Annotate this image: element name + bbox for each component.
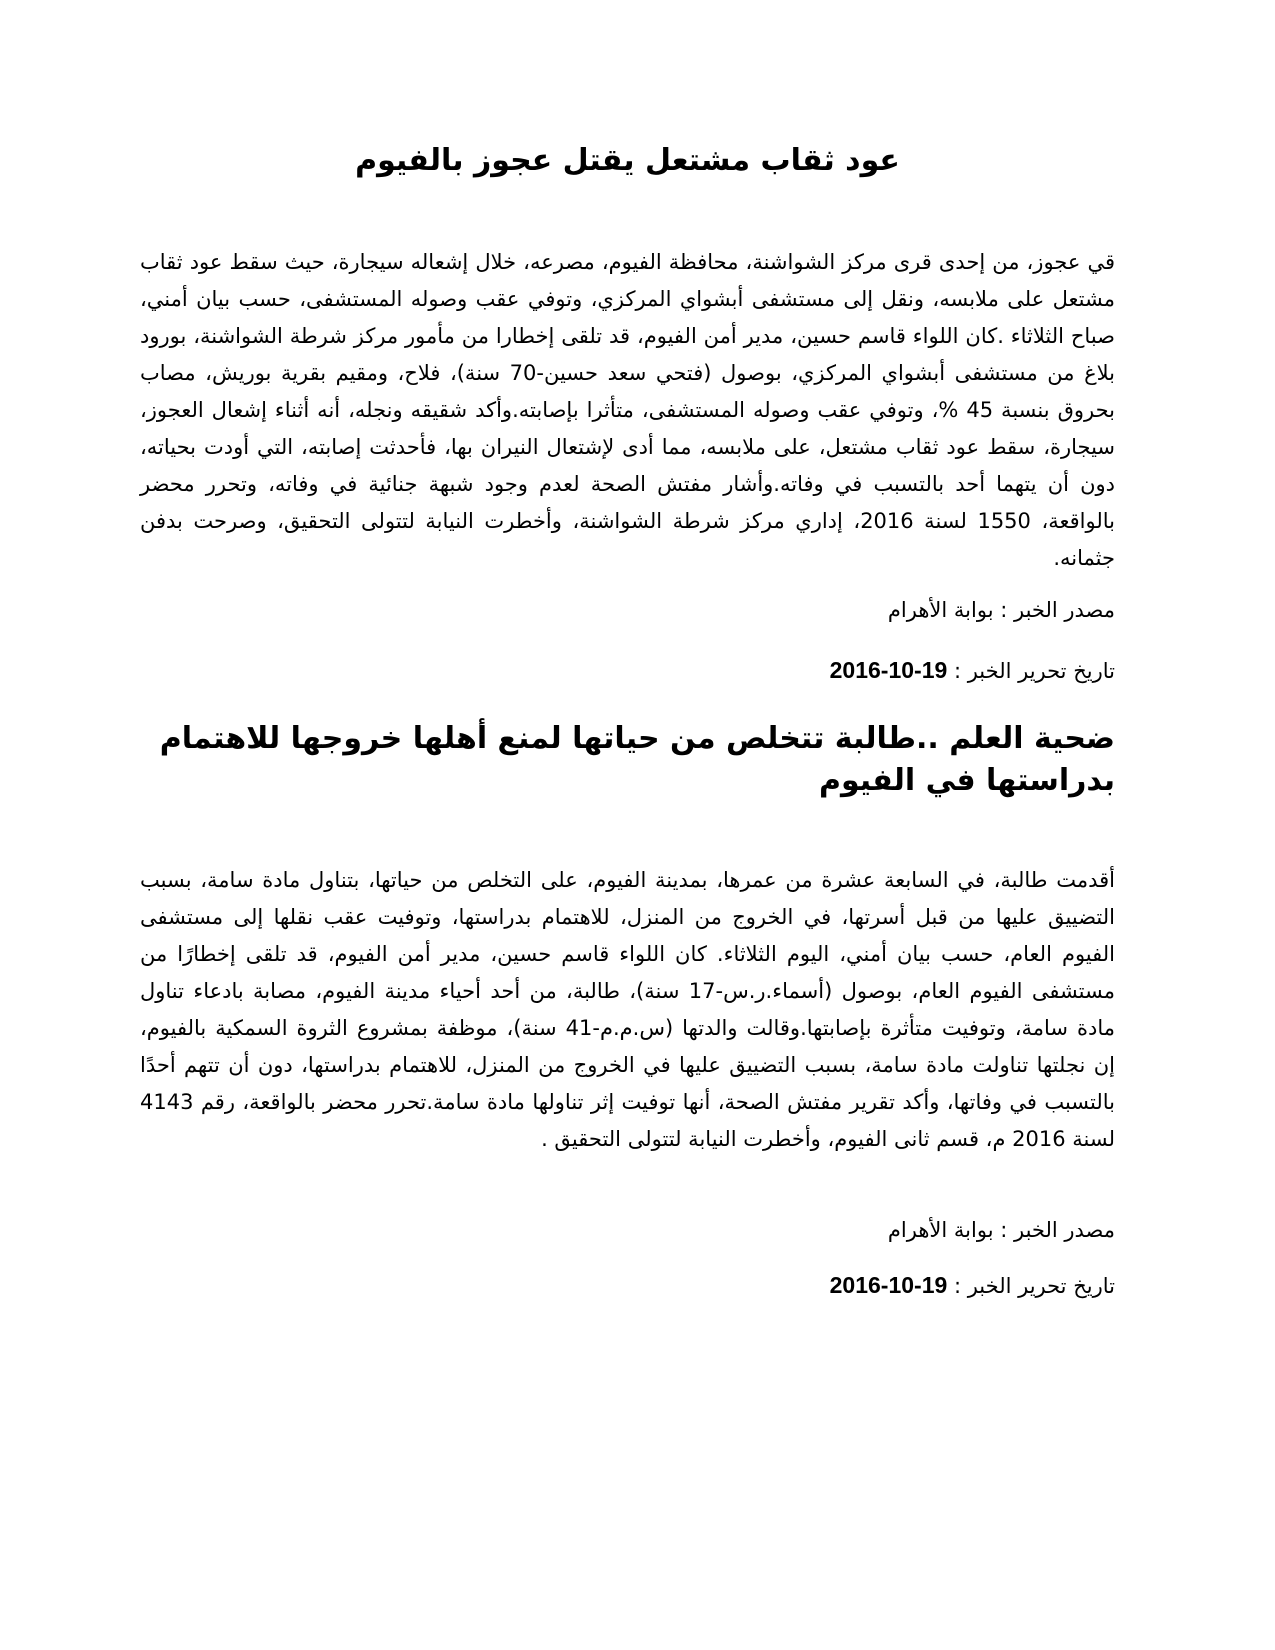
source-value: بوابة الأهرام (887, 598, 994, 622)
article-2-title: ضحية العلم ..طالبة تتخلص من حياتها لمنع أهلها خروجها للاهتمام بدراستها في الفيوم (159, 721, 1115, 798)
source-label: مصدر الخبر : (1000, 1218, 1115, 1242)
date-value: 2016-10-19 (829, 1272, 948, 1298)
article-2-source-line (140, 1215, 1115, 1245)
article-1-source (140, 595, 1115, 625)
article-1-date (140, 655, 1115, 686)
article-2-body: أقدمت طالبة، في السابعة عشرة من عمرها، بمدينة الفيوم، على التخلص من حياتها، بتناول مادة سامة، بسبب التضييق عليها من قبل أسرتها، في الخروج من المنزل، للاهتمام بدراستها، وتوفيت عقب نقلها إلى مستشفى الفيوم العام، حسب بيان أمني، اليوم الثلاثاء. كان اللواء قاسم حسين، مدير أمن الفيوم، قد تلقى إخطارًا من مستشفى الفيوم العام، بوصول (أسماء.ر.س-17 سنة)، طالبة، من أحد أحياء مدينة الفيوم، مصابة بادعاء تناول مادة سامة، وتوفيت متأثرة بإصابتها.وقالت والدتها (س.م.م-41 سنة)، موظفة بمشروع الثروة السمكية بالفيوم، إن نجلتها تناولت مادة سامة، بسبب التضييق عليها في الخروج من المنزل، للاهتمام بدراستها، دون أن تتهم أحدًا بالتسبب في وفاتها، وأكد تقرير مفتش الصحة، أنها توفيت إثر تناولها مادة سامة.تحرر محضر بالواقعة، رقم 4143 لسنة 2016 م، قسم ثانى الفيوم، وأخطرت النيابة لتتولى التحقيق . (140, 868, 1115, 1151)
date-label: تاريخ تحرير الخبر : (953, 1274, 1115, 1298)
article-2-date-line (140, 1270, 1115, 1301)
source-label: مصدر الخبر : (1000, 598, 1115, 622)
article-1-body-block (140, 244, 1115, 577)
article-1-title: عود ثقاب مشتعل يقتل عجوز بالفيوم (355, 143, 900, 178)
article-2-source (140, 1215, 1115, 1245)
date-label: تاريخ تحرير الخبر : (953, 659, 1115, 683)
date-value: 2016-10-19 (829, 657, 948, 683)
article-2-body-block (140, 862, 1115, 1158)
article-2-date (140, 1270, 1115, 1301)
article-1-source-line (140, 595, 1115, 625)
source-value: بوابة الأهرام (887, 1218, 994, 1242)
article-2 (140, 718, 1115, 802)
article-1-body: قي عجوز، من إحدى قرى مركز الشواشنة، محافظة الفيوم، مصرعه، خلال إشعاله سيجارة، حيث سقط عود ثقاب مشتعل على ملابسه، ونقل إلى مستشفى أبشواي المركزي، وتوفي عقب وصوله المستشفى، حسب بيان أمني، صباح الثلاثاء .كان اللواء قاسم حسين، مدير أمن الفيوم، قد تلقى إخطارا من مأمور مركز شرطة الشواشنة، بورود بلاغ من مستشفى أبشواي المركزي، بوصول (فتحي سعد حسين-70 سنة)، فلاح، ومقيم بقرية بوريش، مصاب بحروق بنسبة 45 %، وتوفي عقب وصوله المستشفى، متأثرا بإصابته.وأكد شقيقه ونجله، أنه أثناء إشعال العجوز، سيجارة، سقط عود ثقاب مشتعل، على ملابسه، مما أدى لإشتعال النيران بها، فأحدثت إصابته، التي أودت بحياته، دون أن يتهما أحد بالتسبب في وفاته.وأشار مفتش الصحة لعدم وجود شبهة جنائية في وفاته، وتحرر محضر بالواقعة، 1550 لسنة 2016، إداري مركز شرطة الشواشنة، وأخطرت النيابة لتتولى التحقيق، وصرحت بدفن جثمانه. (140, 250, 1115, 570)
article-1-date-line (140, 655, 1115, 686)
article-1 (140, 140, 1115, 182)
